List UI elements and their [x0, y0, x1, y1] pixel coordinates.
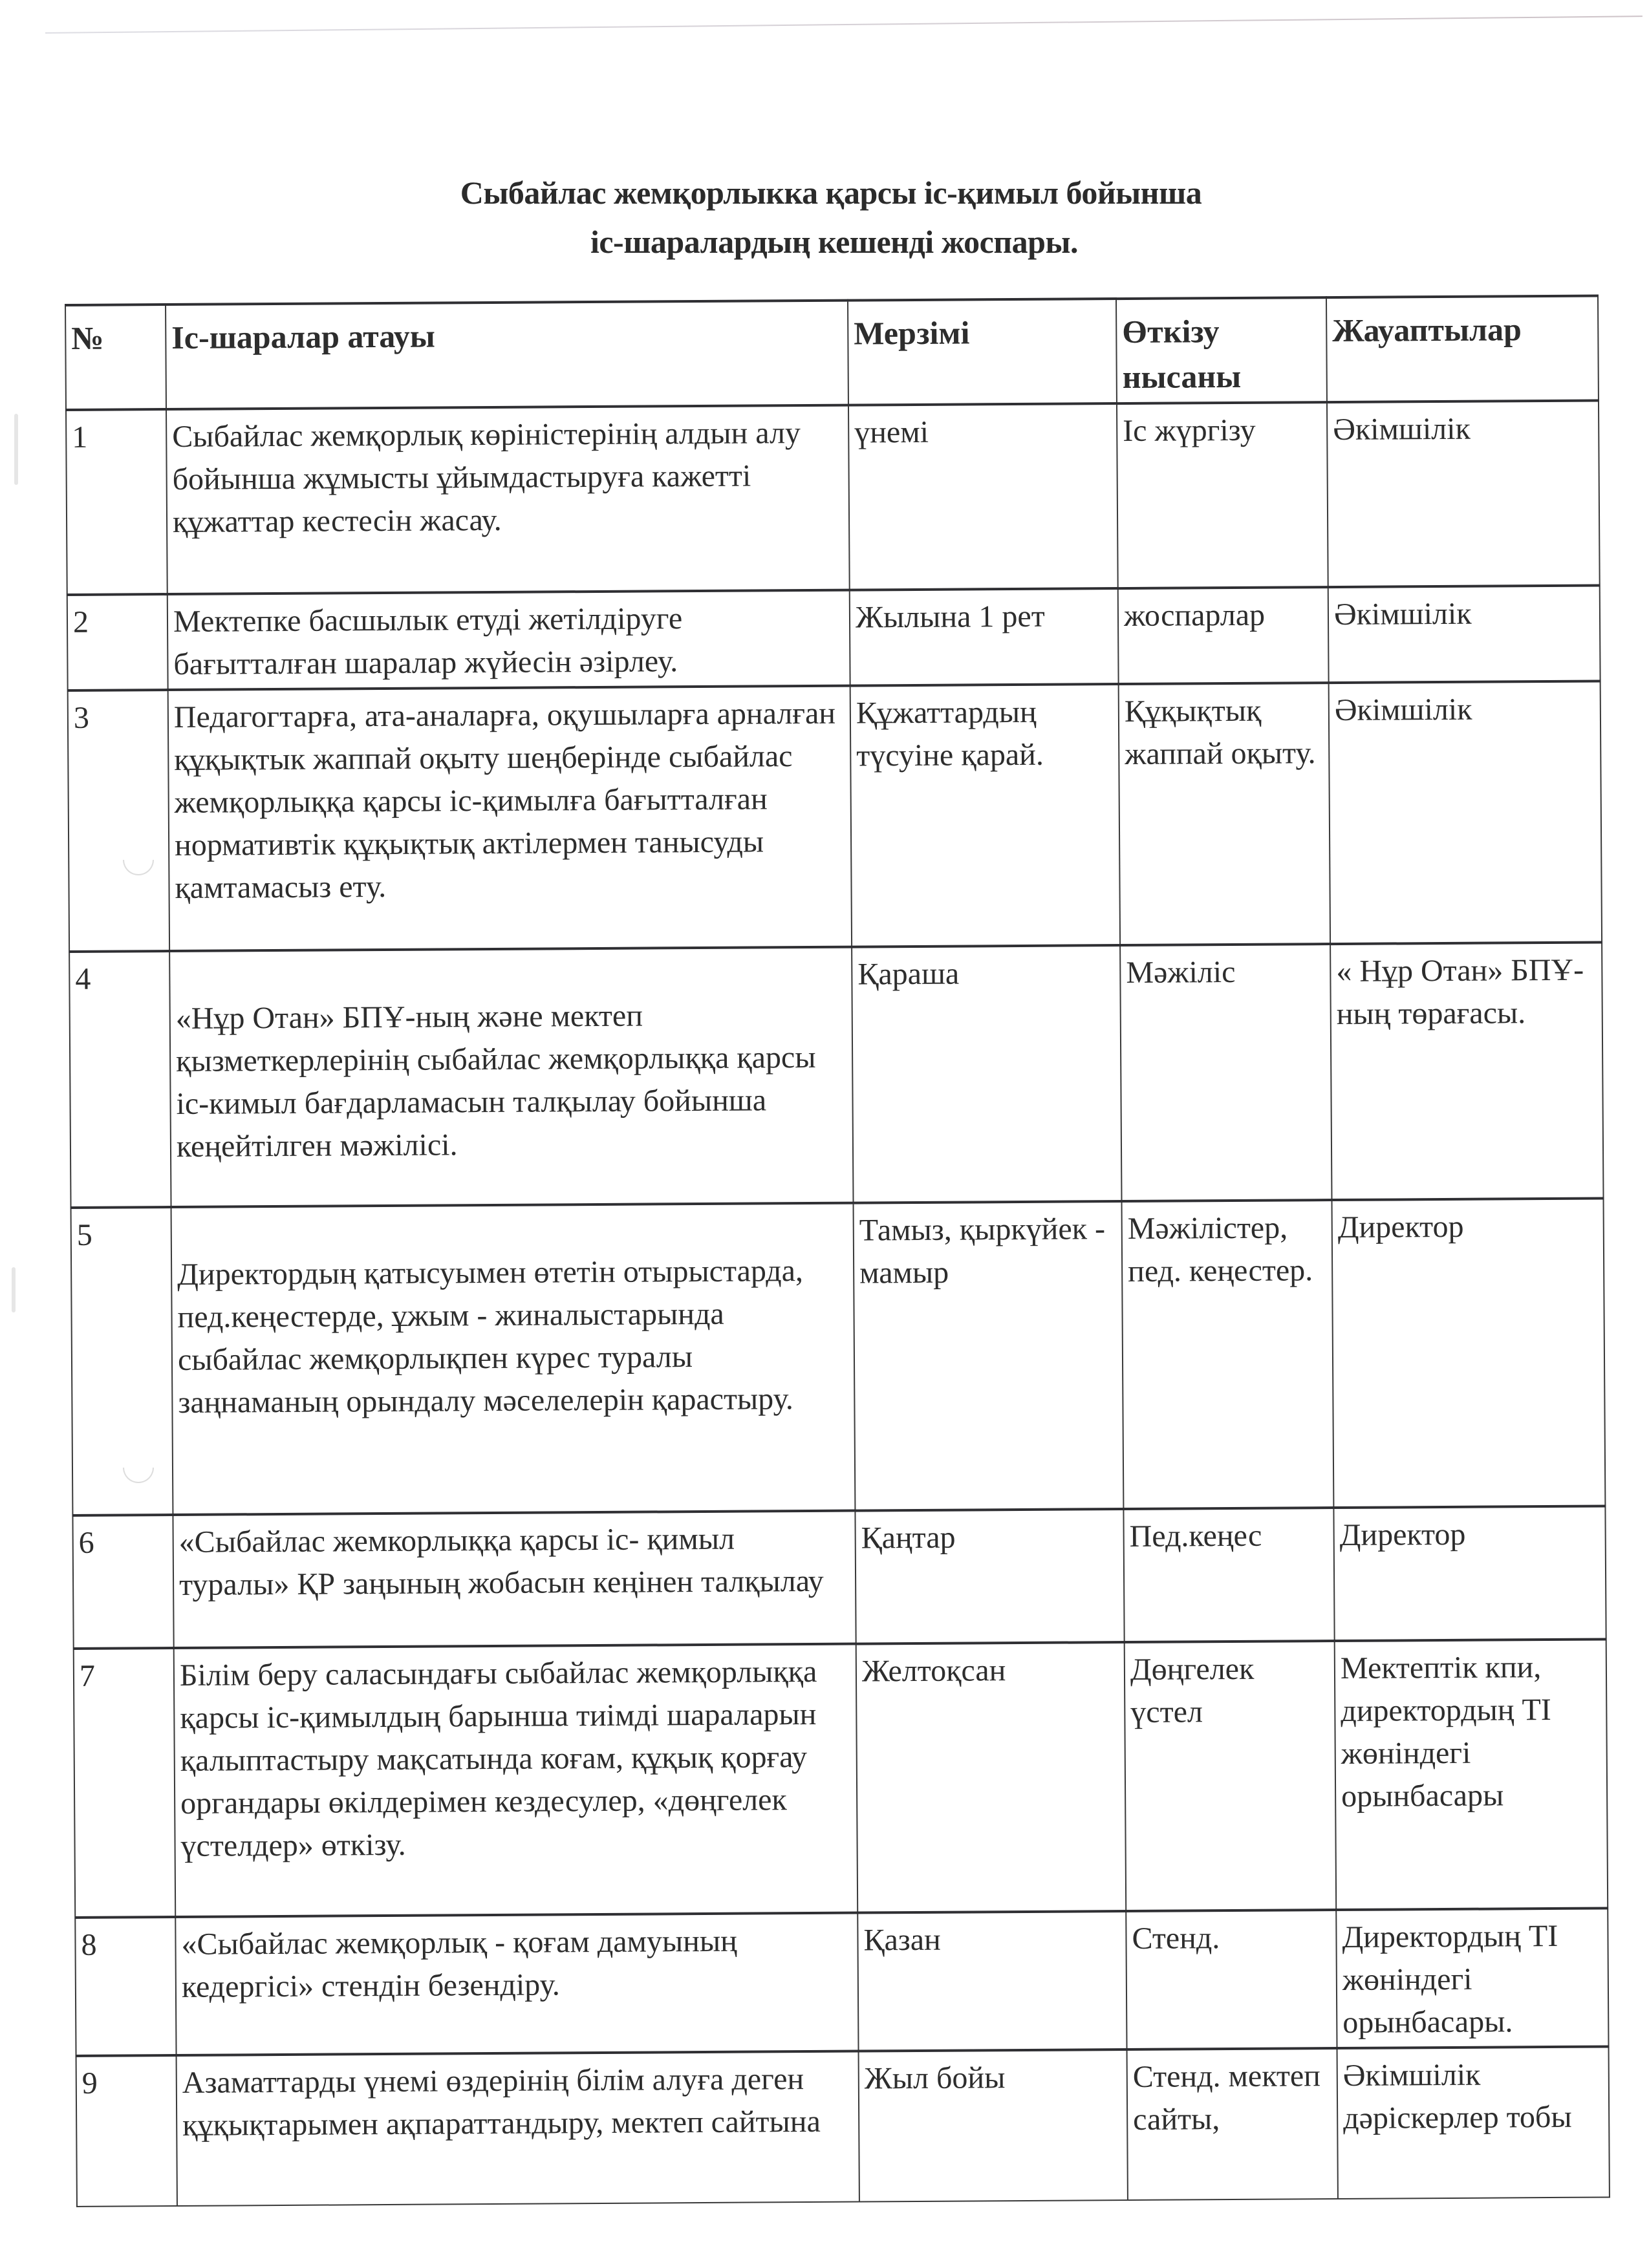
document-title	[0, 168, 1649, 266]
row-term: Жыл бойы	[859, 2049, 1128, 2202]
row-responsible: Директор	[1333, 1506, 1606, 1641]
table-row	[76, 2046, 1610, 2206]
row-form: Іс жүргізу	[1117, 402, 1328, 588]
row-number: 1	[66, 409, 167, 595]
table-row	[72, 1506, 1606, 1648]
row-responsible: Мектептік кпи, директордың ТІ жөніндегі орынбасары	[1335, 1639, 1608, 1910]
row-name: Педагогтарға, ата-аналарға, оқушыларға арналған құқықтык жаппай оқыту шеңберінде сыбайлас жемқорлыққа қарсы іс-қимылға бағытталған нормативтік құқықтық актілермен танысуды қамтамасыз ету.	[168, 686, 852, 951]
table-row	[71, 1198, 1606, 1515]
row-term: Қазан	[857, 1911, 1126, 2051]
row-number: 5	[71, 1207, 173, 1515]
row-term: Желтоқсан	[856, 1642, 1126, 1913]
row-name: «Нұр Отан» БПҰ-ның және мектеп қызметкерлерінің сыбайлас жемқорлыққа қарсы іс-кимыл бағдарламасын талқылау бойынша кеңейтілген мәжілісі.	[169, 947, 853, 1207]
row-term: Жылына 1 рет	[850, 588, 1119, 686]
header-number: №	[65, 305, 166, 410]
header-term: Мерзімі	[848, 299, 1117, 405]
row-number: 2	[67, 594, 168, 690]
row-form: Мәжілістер, пед. кеңестер.	[1122, 1200, 1334, 1509]
table-row	[69, 942, 1603, 1207]
table-row	[74, 1639, 1608, 1917]
table-header-row	[65, 296, 1599, 410]
row-term: Тамыз, қыркүйек - мамыр	[854, 1201, 1124, 1511]
header-form: Өткізу нысаны	[1116, 297, 1327, 403]
row-responsible: Әкімшілік дәріскерлер тобы	[1337, 2046, 1610, 2199]
row-name: «Сыбайлас жемкорлыққа қарсы іс- қимыл туралы» ҚР заңының жобасын кеңінен талқылау	[173, 1511, 856, 1648]
row-form: жоспарлар	[1118, 587, 1329, 684]
row-form: Стенд. мектеп сайты,	[1127, 2048, 1338, 2200]
row-responsible: Директор	[1332, 1198, 1606, 1508]
scan-edge-mark	[14, 414, 18, 485]
row-name: Директордың қатысуымен өтетін отырыстарда, пед.кеңестерде, ұжым - жиналыстарында сыбайлас жемқорлықпен күрес туралы заңнаманың орындалу мәселелерін қарастыру.	[171, 1203, 856, 1515]
row-form: Дөңгелек үстел	[1125, 1641, 1337, 1911]
row-responsible: Әкімшілік	[1327, 401, 1600, 588]
row-number: 8	[75, 1917, 176, 2056]
row-name: Сыбайлас жемқорлық көріністерінің алдын алу бойынша жұмысты ұйымдастыруға кажетті құжаттар кестесін жасау.	[166, 405, 850, 594]
table-row	[68, 681, 1602, 952]
row-responsible: « Нұр Отан» БПҰ-ның төрағасы.	[1330, 942, 1603, 1200]
row-form: Пед.кеңес	[1123, 1508, 1334, 1642]
scan-edge-mark	[12, 1267, 16, 1312]
row-term: Қаңтар	[855, 1509, 1124, 1644]
row-number: 9	[76, 2055, 177, 2207]
row-name: Білім беру саласындағы сыбайлас жемқорлыққа қарсы іс-қимылдың барынша тиімді шараларын қалыптастыру мақсатында коғам, құқық қорғау органдары өкілдерімен кездесулер, «дөңгелек үстелдер» өткізу.	[174, 1644, 858, 1917]
row-responsible: Әкімшілік	[1329, 681, 1602, 945]
row-number: 6	[72, 1515, 173, 1649]
table-row	[75, 1908, 1608, 2055]
title-line-1: Сыбайлас жемқорлыкка қарсы іс-қимыл бойынша	[460, 175, 1202, 211]
table-row	[67, 586, 1600, 690]
row-form: Мәжіліс	[1120, 944, 1331, 1201]
row-responsible: Әкімшілік	[1328, 586, 1600, 683]
header-responsible: Жауаптылар	[1326, 296, 1599, 403]
scan-border-line	[45, 16, 1643, 34]
title-line-2: іс-шаралардың кешенді жоспары.	[590, 224, 1079, 260]
row-name: Мектепке басшылык етуді жетілдіруге бағытталған шаралар жүйесін әзірлеу.	[167, 590, 850, 690]
row-term: Қараша	[852, 945, 1121, 1203]
row-number: 3	[68, 690, 169, 952]
table-row	[66, 401, 1600, 595]
row-number: 4	[69, 951, 171, 1208]
action-plan-table	[65, 295, 1610, 2207]
row-term: үнемі	[848, 403, 1118, 590]
row-term: Құжаттардың түсуіне қарай.	[850, 684, 1120, 947]
header-name: Іс-шаралар атауы	[166, 301, 848, 409]
row-number: 7	[74, 1648, 176, 1918]
row-form: Стенд.	[1126, 1910, 1337, 2049]
row-form: Құқықтық жаппай оқыту.	[1119, 683, 1330, 945]
row-name: Азаматтарды үнемі өздерінің білім алуға деген құқықтарымен ақпараттандыру, мектеп сайтына	[177, 2051, 859, 2206]
row-name: «Сыбайлас жемқорлық - қоғам дамуының кедергісі» стендін безендіру.	[175, 1913, 858, 2055]
row-responsible: Директордың ТІ жөніндегі орынбасары.	[1336, 1908, 1608, 2048]
